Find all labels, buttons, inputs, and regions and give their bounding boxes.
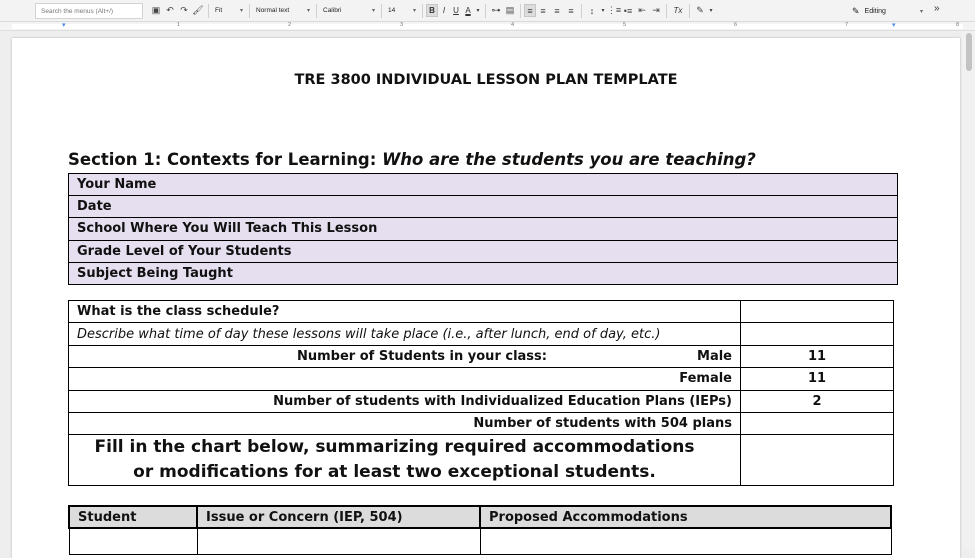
students-count-cell[interactable] — [69, 345, 741, 367]
header-accommodations[interactable]: Proposed Accommodations — [480, 506, 891, 528]
plans-504-count[interactable] — [741, 412, 894, 434]
schedule-answer-cell[interactable] — [741, 301, 894, 323]
ruler-number: 1 — [177, 22, 181, 28]
ruler-track — [12, 24, 963, 29]
schedule-question[interactable]: What is the class schedule? — [69, 301, 741, 323]
chevron-down-icon: ▾ — [239, 8, 243, 14]
info-cell-name[interactable]: Your Name — [69, 174, 898, 196]
table-row — [69, 390, 894, 412]
increase-indent-icon[interactable]: ⇥ — [652, 5, 660, 15]
student-cell[interactable] — [69, 528, 197, 554]
ruler-number: 2 — [288, 22, 292, 28]
toolbar-divider — [581, 4, 582, 18]
table-row — [69, 240, 898, 262]
toolbar-divider — [381, 4, 382, 18]
info-cell-subject[interactable]: Subject Being Taught — [69, 262, 898, 284]
bulleted-list-icon[interactable]: •≡ — [623, 5, 633, 16]
accommodations-table — [68, 505, 892, 555]
zoom-value: Fit — [215, 7, 223, 14]
student-info-table — [68, 173, 898, 285]
schedule-hint-answer-cell[interactable] — [741, 323, 894, 345]
redo-icon[interactable]: ↷ — [180, 5, 188, 15]
font-size-value: 14 — [388, 7, 396, 14]
clear-formatting-button[interactable]: Tx — [673, 6, 683, 15]
ruler-number: 5 — [623, 22, 627, 28]
ruler-number: 3 — [400, 22, 404, 28]
chevron-down-icon[interactable]: ▾ — [709, 8, 713, 14]
plans-504-label[interactable]: Number of students with 504 plans — [69, 412, 741, 434]
female-label[interactable]: Female — [69, 368, 741, 390]
iep-label[interactable]: Number of students with Individualized Education Plans (IEPs) — [69, 390, 741, 412]
editing-mode-select[interactable] — [852, 3, 923, 19]
section-1-prefix: Section 1: Contexts for Learning: — [68, 150, 383, 169]
document-title: TRE 3800 INDIVIDUAL LESSON PLAN TEMPLATE — [294, 72, 678, 88]
align-right-icon[interactable]: ≡ — [554, 5, 560, 16]
students-label: Number of Students in your class: — [297, 348, 547, 364]
table-row — [69, 345, 894, 367]
justify-icon[interactable]: ≡ — [568, 5, 574, 16]
numbered-list-icon[interactable]: ⋮≡ — [606, 5, 622, 15]
schedule-hint[interactable]: Describe what time of day these lessons will take place (i.e., after lunch, end of day, etc.) — [69, 323, 741, 345]
table-row — [69, 528, 891, 554]
chevron-down-icon: ▾ — [371, 8, 375, 14]
section-1-question: Who are the students you are teaching? — [382, 150, 756, 169]
collapse-toolbar-icon[interactable]: » — [934, 3, 940, 14]
iep-count[interactable]: 2 — [741, 390, 894, 412]
style-value: Normal text — [256, 7, 290, 14]
toolbar-divider — [520, 4, 521, 18]
pen-icon[interactable]: ✎ — [696, 5, 704, 15]
text-color-button[interactable]: A — [465, 6, 471, 15]
table-row — [69, 174, 898, 196]
accommodations-cell[interactable] — [480, 528, 891, 554]
font-select[interactable] — [320, 3, 378, 19]
toolbar-divider — [485, 4, 486, 18]
class-schedule-table — [68, 300, 894, 486]
line-spacing-icon[interactable]: ↕ — [589, 5, 595, 16]
document-page[interactable] — [12, 38, 960, 558]
fill-instruction-answer-cell[interactable] — [741, 435, 894, 486]
right-indent-marker-icon[interactable]: ▾ — [892, 22, 896, 29]
toolbar-divider — [666, 4, 667, 18]
female-count[interactable]: 11 — [741, 368, 894, 390]
table-row — [69, 218, 898, 240]
ruler-number: 8 — [956, 22, 960, 28]
issue-cell[interactable] — [197, 528, 480, 554]
toolbar-divider — [249, 4, 250, 18]
toolbar-divider — [208, 4, 209, 18]
align-center-icon[interactable]: ≡ — [540, 5, 546, 16]
search-menus-input[interactable]: Search the menus (Alt+/) — [35, 3, 143, 19]
male-count[interactable]: 11 — [741, 345, 894, 367]
header-issue[interactable]: Issue or Concern (IEP, 504) — [197, 506, 480, 528]
table-row — [69, 262, 898, 284]
pencil-icon: ✎ — [852, 5, 860, 16]
horizontal-ruler[interactable] — [0, 22, 975, 31]
chevron-down-icon: ▾ — [306, 8, 310, 14]
male-label: Male — [697, 348, 732, 364]
paint-format-icon[interactable]: 🖌︎ — [192, 5, 204, 15]
font-value: Calibri — [323, 7, 342, 14]
chevron-down-icon[interactable]: ▾ — [476, 8, 480, 14]
comment-icon[interactable]: ▤ — [505, 5, 515, 15]
toolbar-divider — [689, 4, 690, 18]
link-icon[interactable]: ⊶ — [491, 5, 501, 15]
table-row — [69, 412, 894, 434]
table-row — [69, 196, 898, 218]
section-1-heading — [68, 150, 756, 169]
font-size-select[interactable] — [385, 3, 419, 19]
formatting-toolbar — [0, 0, 975, 22]
table-header-row — [69, 506, 891, 528]
scrollbar-thumb[interactable] — [966, 33, 972, 71]
table-row — [69, 368, 894, 390]
ruler-number: 6 — [734, 22, 738, 28]
chevron-down-icon: ▾ — [919, 8, 923, 15]
indent-marker-icon[interactable]: ▾ — [62, 22, 66, 29]
info-cell-school[interactable]: School Where You Will Teach This Lesson — [69, 218, 898, 240]
ruler-number: 7 — [845, 22, 849, 28]
info-cell-date[interactable]: Date — [69, 196, 898, 218]
print-icon[interactable]: ▣ — [151, 5, 161, 15]
table-row — [69, 301, 894, 323]
underline-button[interactable]: U — [453, 6, 459, 15]
fill-instruction[interactable]: Fill in the chart below, summarizing required accommodations or modifications for at least two exceptional students. — [69, 435, 741, 486]
bold-button[interactable]: B — [426, 4, 438, 17]
chevron-down-icon: ▾ — [412, 8, 416, 14]
info-cell-grade[interactable]: Grade Level of Your Students — [69, 240, 898, 262]
table-row — [69, 435, 894, 486]
zoom-select[interactable] — [212, 3, 246, 19]
toolbar-divider — [316, 4, 317, 18]
undo-icon[interactable]: ↶ — [166, 5, 174, 15]
ruler-number: 4 — [511, 22, 515, 28]
italic-button[interactable]: I — [442, 6, 446, 15]
toolbar-divider — [422, 4, 423, 18]
paragraph-style-select[interactable] — [253, 3, 313, 19]
chevron-down-icon[interactable]: ▾ — [601, 8, 605, 14]
vertical-scrollbar[interactable] — [962, 31, 975, 549]
header-student[interactable]: Student — [69, 506, 197, 528]
editing-mode-label: Editing — [864, 7, 886, 15]
decrease-indent-icon[interactable]: ⇤ — [638, 5, 646, 15]
table-row — [69, 323, 894, 345]
align-left-icon[interactable]: ≡ — [524, 4, 536, 17]
